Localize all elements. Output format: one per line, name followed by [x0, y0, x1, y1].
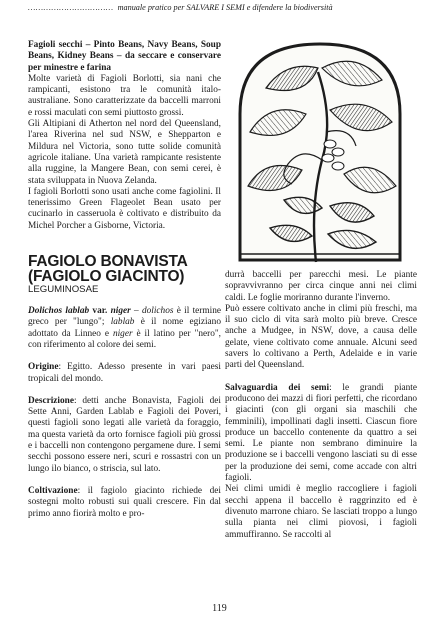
text: è il latino per "nero", con riferimento al colore dei semi. [28, 328, 222, 350]
text: è il termine greco per "lungo"; [28, 306, 221, 328]
running-header [28, 3, 424, 12]
section-family: LEGUMINOSAE [28, 284, 99, 296]
term-dolichos: dolichos [141, 306, 174, 317]
latin-variety: niger [110, 306, 131, 317]
seed-saving-paragraph [225, 383, 417, 485]
right-paragraph-4: Nei climi umidi è meglio raccogliere i fagioli secchi appena il baccello è raggrinzito ed è divenuto marrone chiaro. Se lasciati troppo a lungo sulla pianta nei climi piovosi, i fagioli ammuffiranno. Se raccolti al [225, 484, 417, 540]
latin-var: var. [92, 306, 108, 317]
text: è il nome egiziano adottato da Linneo e [28, 317, 221, 339]
cultivation-text: : il fagiolo giacinto richiede dei sostegni molto robusti sui quali crescere. Fin dal primo anno fiorirà molto e pro- [28, 485, 221, 519]
description-paragraph [28, 396, 221, 475]
intro-paragraph-1: Molte varietà di Fagioli Borlotti, sia nani che rampicanti, esistono tra le comunità italo-australiane. Sono caratterizzate da baccelli marroni e rossi maculati con semi piuttosto grossi. [28, 73, 221, 118]
cultivation-label: Coltivazione [28, 485, 78, 496]
right-paragraph-2: Può essere coltivato anche in climi più freschi, ma il suo ciclo di vita sarà molto più breve. Cresce anche a Mudgee, in NSW, dove, a causa delle gelate, viene coltivato come annuale. Alcuni seed savers lo coltivano a Perth, Adelaide e in varie parti del Queensland. [225, 303, 417, 371]
text: – [130, 306, 142, 317]
right-paragraph-1: durrà baccelli per parecchi mesi. Le piante sopravvivranno per circa cinque anni nei climi caldi. Le foglie moriranno durante l'inverno. [225, 270, 417, 303]
intro-paragraph-2: Gli Altipiani di Atherton nel nord del Queensland, l'area Riverina nel sud NSW, e Shepparton e Mildura nel Victoria, sono tutte solide comunità agricole italiane. Una varietà rampicante resistente alla ruggine, la Mangere Bean, con semi cerei, è stata sviluppata in Nuova Zelanda. [28, 119, 221, 186]
left-column [28, 40, 221, 520]
origin-label: Origine [28, 362, 59, 373]
section-title: FAGIOLO BONAVISTA (FAGIOLO GIACINTO) [28, 253, 188, 286]
latin-name: Dolichos lablab [28, 306, 90, 317]
right-column [225, 270, 417, 541]
description-label: Descrizione [28, 395, 74, 406]
description-text: : detti anche Bonavista, Fagioli dei Sette Anni, Garden Lablab e Fagioli dei Poveri, questi fagioli sono legati alle varietà da foraggio, ma questa varietà da orto fornisce fagioli più grossi e i baccelli non contengono pergamene dure. I semi secchi possono essere neri, scuri e rossastri con un lungo ilo bianco, o striscia, sul lato. [28, 395, 221, 474]
origin-paragraph [28, 362, 221, 385]
cultivation-paragraph [28, 486, 221, 520]
page-number: 119 [212, 603, 227, 614]
intro-heading: Fagioli secchi – Pinto Beans, Navy Beans, Soup Beans, Kidney Beans – da seccare e conservare per minestre e farina [28, 40, 221, 73]
header-title: manuale pratico per SALVARE I SEMI e difendere la biodiversità [117, 3, 333, 12]
intro-paragraph-3: I fagioli Borlotti sono usati anche come fagiolini. Il tenerissimo Green Flageolet Bean usato per cucinarlo in casseruola è coltivato e distribuito da Michel Porcher a Gisborne, Victoria. [28, 186, 221, 231]
seed-saving-text: : le grandi piante producono dei mazzi di fiori perfetti, che ricordano i giacinti (con gli organi sia maschili che femminili), impollinati dagli insetti. Ciascun fiore produce un baccello contenente da quattro a sei semi. Le piante non sembrano diminuire la produzione se i baccelli vengono lasciati su di esse per la produzione dei semi, come accade con altri fagioli. [225, 382, 418, 484]
term-niger: niger [112, 328, 133, 339]
latin-name-paragraph [28, 306, 221, 351]
header-dots: …………………………… [28, 3, 114, 12]
origin-text: : Egitto. Adesso presente in vari paesi tropicali del mondo. [28, 362, 221, 384]
term-lablab: lablab [110, 317, 135, 328]
bean-plant-illustration [226, 36, 414, 266]
seed-saving-label: Salvaguardia dei semi [225, 382, 330, 393]
